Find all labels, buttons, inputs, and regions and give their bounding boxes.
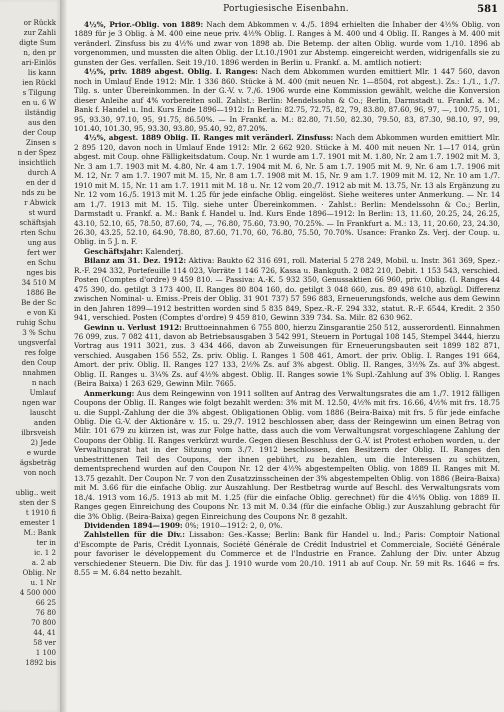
left-page-line: 1 100 <box>35 648 56 657</box>
paragraph-text: Aus dem Reingewinn von 1911 sollten auf Antrag des Verwaltungsrates die am 1./7. 1912 fälligen Coupons der Oblig. II. Ranges wie folgt bezahlt werden: 3% mit M. 12.50, 4½% mit frs. 16.66, 4½% mit frs. 18.75 u. die Suppl.-Zahlung der die 3% abgest. Obligationen Oblig. vom 1886 (Beira-Baixa) mit frs. 5 für jede einfache Oblig. Die G.-V. der Aktionäre v. 15. u. 29./7. 1912 beschlossen aber, dass der Reingewinn um einen Betrag von Milr. 101 679 zu kürzen ist, was zur Folge hatte, dass auch die vom Verwaltungsrat vorgeschlagene Zahlung der Coupons der Oblig. II. Ranges verkürzt wurde. Gegen diesen Beschluss der G.-V. ist Protest erhoben worden, u. der Verwaltungsrat hat in der Sitzung vom 3./7. 1912 beschlossen, den Besitzern der Oblig. II. Ranges den unbestrittenen Teil des Coupons, der ihnen gebührt, zu bezahlen, um die Interessen zu schützen, dementsprechend wurden auf den Coupon Nr. 12 der 4½% abgestempelten Oblig. von 1889 II. Ranges mit M. 13.75 gezahlt. Der Coupon Nr. 7 von den Zusatzzinsscheinen der 3% abgestempelten Oblig. von 1886 (Beira-Baixa) mit M. 3.66 für die einfache Oblig. zur Auszahlung. Der Restbetrag wurde auf Beschl. des Verwaltungsrats vom 18./4. 1913 vom 16./5. 1913 ab mit M. 1.25 (für die einfache Oblig. gerechnet) für die 4½% Oblig. von 1889 II. Ranges gegen Einreichung des Coupons Nr. 13 mit M. 0.34 (für die einfache Oblig.) zur Auszahlung gebracht für die 3% Oblig. (Beira-Baixa) gegen Einreichung des Coupons Nr. 8 gezahlt. <box>74 388 500 521</box>
left-page-line: schäftsjah <box>19 218 56 227</box>
left-page-line: e wurde <box>26 448 56 457</box>
left-page-line: t 1910 fi <box>25 508 56 517</box>
left-page-line: en Schu <box>27 258 56 267</box>
paragraph-lead: Zahlstellen für die Div.: <box>84 530 185 540</box>
left-page-line: ägsbeträg <box>19 458 56 467</box>
left-page-line: ublig.. weit <box>15 488 56 497</box>
left-page-line: 1886 Be <box>26 288 56 297</box>
left-page-line: 3 % Schu <box>22 328 56 337</box>
left-page-line: ari-Einlös <box>21 58 56 67</box>
left-page-line: zur Zahli <box>23 28 56 37</box>
left-page-line: nnahmen <box>22 368 56 377</box>
left-page-line: sten der S <box>19 498 56 507</box>
left-page-line: en u. 6 W <box>21 98 56 107</box>
left-page-line: aus den <box>27 118 56 127</box>
paragraph-text: Aktiva: Baukto 62 316 691, roll. Material 5 278 249, Mobil. u. Instr. 361 369, Spez.-R.-F. 294 332, Portefeuille 114 023, Vorräte 1 146 726, Kassa u. Bankguth. 2 082 210, Debit. 1 153 543, verschied. Posten (Comptes d'ordre) 9 459 810. — Passiva: A.-K. 5 932 350, Genussaktien 66 960, priv. Oblig. (I. Ranges 44 475 390, do. getilgt 3 173 400, II. Ranges 80 804 160, do. getilgt 3 048 660, zus. 89 498 610, abzügl. Differenz zwischen Nominal- u. Emiss.-Preis der Oblig. 31 901 737) 57 596 883, Erneuerungsfonds, welche aus dem Gewinn in den Jahren 1899—1912 bestritten worden sind 5 835 849, Spez.-R.-F. 294 332, statut. R.-F. 6544, Kredit. 2 350 941, verschied. Posten (Comptes d'ordre) 9 459 810, Gewinn 339 734. Sa. Milr. 82 630 962. <box>74 256 500 323</box>
paragraph-text: Bruttoeinnahmen 6 755 800, hierzu Zinsgarantie 250 512, ausserordentl. Einnahmen 76 099, zus. 7 082 411, davon ab Betriebsausgaben 3 542 991, Steuern in Portugal 108 145, Stempel 3444, hierzu Vortrag aus 1911 3021, zus. 3 434 466, davon ab Zuweisungen für Erneuerungsbauten seit 1899 182 871, verschied. Ausgaben 156 552, Zs. priv. Oblig. I. Ranges 1 508 461, Amort. der priv. Oblig. I. Ranges 191 664, Amort. der priv. Oblig. II. Ranges 127 133, 2½% Zs. auf 3% abgest. Oblig. II. Ranges, 3½% Zs. auf 3% abgest. Oblig. II. Ranges u. 3¼% Zs. auf 4½% abgest. Oblig. II. Ranges sowie 1% Supl.-Zahlung auf 3% Oblig. I. Ranges (Beira Baixa) 1 263 629, Gewinn Milr. 7665. <box>74 322 501 389</box>
left-page-line: der Coup <box>22 128 56 137</box>
left-page-line: 44, 41 <box>33 628 56 637</box>
left-page-line: fert wer <box>27 248 56 257</box>
left-page-line: ter in <box>36 538 56 547</box>
left-page-line: ngen war <box>22 398 56 407</box>
left-page-line: 66 25 <box>35 598 56 607</box>
left-page-line: 2) Jede <box>30 438 56 447</box>
left-page-line: 58 ver <box>33 638 56 647</box>
paragraph-text: Lissabon: Ges.-Kasse; Berlin: Bank für Handel u. Ind.; Paris: Comptoir National d'Escompte de Paris, Crédit Lyonnais, Société Générale de Crédit Industriel et Commerciale, Société Générale pour favoriser le développement du Commerce et de l'Industrie en France. Zahlung der Div. unter Abzug verschiedener Steuern. Die Div. für das J. 1910 wurde vom 20./10. 1911 ab auf Coup. Nr. 59 mit Rs. 1646 = frs. 8.55 = M. 6.84 netto bezahlt. <box>74 530 500 578</box>
paragraph <box>74 133 500 246</box>
paragraph <box>74 67 500 133</box>
paragraph-lead: 4½%, Prior.-Oblig. von 1889: <box>84 20 204 29</box>
paragraph-text: Nach dem Abkommen v. 4./5. 1894 erhielten die Inhaber der 4½% Oblig. von 1889 für je 3 Oblig. à M. 400 eine neue priv. 4½% Oblig. I. Ranges à M. 400 und 4 Oblig. II. Ranges à M. 400 mit veränderl. Zinsfuss bis zu 4½% und zwar von 1898 ab. Die Betemp. der alten Oblig. wurde vom 1./10. 1896 ab vorgenommen, und mussten die alten Oblig. der Lt.10./1901 zur Abstemp. eingereicht werden, widrigenfalls sie zu gunsten der Ges. verfallen. Seit 19./10. 1896 werden in Berlin u. Frankf. a. M. amtlich notiert: <box>74 20 500 67</box>
paragraph-lead: Gewinn u. Verlust 1912: <box>84 322 182 332</box>
left-page-line: M.: Bank <box>23 528 56 537</box>
left-page-line: a. 2 ab <box>31 558 56 567</box>
left-page-line: ruhig Schu <box>16 318 56 327</box>
page-number: 581 <box>477 4 498 15</box>
paragraph-text: 0%; 1910—1912: 2, 0, 0%. <box>182 521 283 531</box>
paragraph-lead: Bilanz am 31. Dez. 1912: <box>84 256 187 266</box>
paragraph-text: Nach dem Abkommen wurden emittiert Mlr. 2 895 120, davon noch in Umlauf Ende 1912: Mlr. 2 662 920. Stücke à M. 400 mit neuen Nr. 1—17 014, grün abgest. mit Coup. ohne Fälligkeitsdatum. Coup. Nr. 1 wurde am 1.7. 1901 mit M. 1.80, Nr. 2 am 1.7. 1902 mit M. 3, Nr. 3 am 1.7. 1903 mit M. 4.80, Nr. 4 am 1.7. 1904 mit M. 6, Nr. 5 am 1.7. 1905 mit M. 9, Nr. 6 am 1.7. 1906 mit M. 12, Nr. 7 am 1.7. 1907 mit M. 15, Nr. 8 am 1.7. 1908 mit M. 15, Nr. 9 am 1.7. 1909 mit M. 12, Nr. 10 am 1./7. 1910 mit M. 15, Nr. 11 am 1.7. 1911 mit M. 18 u. Nr. 12 vom 20./7. 1912 ab mit M. 13.75, Nr. 13 als Ergänzung zu Nr. 12 vom 16./5. 1913 mit M. 1.25 für jede einfache Oblig. eingelöst. Siehe weiteres unter Anmerkung. — Nr. 14 am 1./7. 1913 mit M. 15. Tilg. siehe unter Übereinkommen. · Zahlst.: Berlin: Mendelssohn & Co.; Berlin, Darmstadt u. Frankf. a. M.: Bank f. Handel u. Ind. Kurs Ende 1896—1912: In Berlin: 13, 11.60, 20.25, 24, 26.25, 43.10, 52.10, 65, 78.50, 87.60, 74, —, 76.80, 75.60, 73.90, 70.25%. — In Frankfurt a. M.: 13, 11, 20.60, 23, 24.30, 26.30, 43.25, 52.10, 64.90, 78.80, 87.60, 71.70, 60, 76.80, 75.50, 70.70%. Usance: Franko Zs. Verj. der Coup. u. Oblig. in 5 J. n. F. <box>74 133 500 247</box>
paragraph <box>74 389 500 521</box>
left-page-line: n, den pr <box>23 48 56 57</box>
left-page-line: n nach <box>31 378 56 387</box>
paragraph-text: Kalenderj. <box>142 246 184 256</box>
left-page-line: emester 1 <box>20 518 56 527</box>
paragraph-lead: Geschäftsjahr: <box>84 246 143 256</box>
left-page-line: ilständig <box>24 108 56 117</box>
left-page-line: anden <box>33 418 56 427</box>
book-gutter <box>60 0 68 712</box>
left-page-line: s Tilgung <box>22 88 56 97</box>
paragraph-lead: Dividenden 1894—1909: <box>84 521 183 531</box>
left-page-line: u. 1 Nr <box>30 578 56 587</box>
paragraph-text: Nach dem Abkommen wurden emittiert Mlr. 1 447 560, davon noch in Umlauf Ende 1912: Mlr. 1 336 860. Stücke à M. 400 (mit neuen Nr. 1—8504, rot abgest.). Zs.: 1./1., 1./7. Tilg. s. unter Übereinkommen. In der G.-V. v. 7./6. 1906 wurde eine Kommission gewählt, welche die Konversion dieser Anleihe auf 4% vorbereiten soll. Zahlst.: Berlin: Mendelssohn & Co.; Berlin, Darmstadt u. Frankf. a. M.: Bank f. Handel u. Ind. Kurs Ende 1896—1912: In Berlin: 82.75, 72.75, 82, 79, 83.80, 87.60, 96, 97, —, 100.75, 101, 95, 93.30, 97.10, 95, 91.75, 86.50%. — In Frankf. a. M.: 82.80, 71.50, 82.30, 79.50, 83, 87.30, 98.10, 97, 99, 101.40, 101.30, 95, 93.30, 93.80, 95.40, 92, 87.20%. <box>74 67 500 133</box>
left-page-line: ung aus <box>27 238 56 247</box>
left-page-line: or Rückk <box>23 18 56 27</box>
left-page-line: ilbrsveish <box>21 428 56 437</box>
body-text <box>74 20 500 578</box>
left-page-line: r Abwick <box>24 198 56 207</box>
paragraph-lead: Anmerkung: <box>84 388 135 398</box>
left-page-line: rten Schu <box>20 228 56 237</box>
left-page-line: Zinsen s <box>25 138 56 147</box>
running-title: Portugiesische Eisenbahn. <box>223 4 349 14</box>
left-page-line: n der Spez <box>17 148 56 157</box>
paragraph-lead: 4½%, priv. 1889 abgest. Oblig. I. Ranges: <box>84 67 258 77</box>
left-page-line: digte Sum <box>19 38 56 47</box>
left-page-line: 76 80 <box>35 608 56 617</box>
left-page-line: Umlauf <box>29 388 56 397</box>
paragraph <box>74 521 500 530</box>
left-page-line: Be der Sc <box>21 298 56 307</box>
right-page <box>68 0 504 712</box>
left-page-line: durch A <box>27 168 56 177</box>
left-page-line: lauscht <box>29 408 56 417</box>
left-page-line: 34 510 M <box>21 278 56 287</box>
left-page-line: von noch <box>23 468 56 477</box>
left-page-line: ungsverfal <box>17 338 56 347</box>
page-header <box>68 4 504 18</box>
paragraph <box>74 530 500 577</box>
left-page-line: res folge <box>24 348 56 357</box>
left-page-line: insichtlich <box>18 158 56 167</box>
left-page-line: st wurd <box>28 208 56 217</box>
left-page-line: 1892 bis <box>25 658 56 667</box>
left-page-line: Oblig. Nr <box>22 568 56 577</box>
left-page-line: ic. 1 2 <box>33 548 56 557</box>
left-page-line: ien Rückl <box>22 78 56 87</box>
paragraph <box>74 20 500 67</box>
left-page-line: e von Ki <box>26 308 56 317</box>
left-page-line: nds zu be <box>21 188 56 197</box>
left-page-line: den Coup <box>21 358 56 367</box>
left-page-line: 4 500 000 <box>19 588 56 597</box>
left-page-line: nges bis <box>26 268 56 277</box>
paragraph <box>74 256 500 322</box>
left-page-fragment <box>0 0 60 712</box>
left-page-line: lis kann <box>27 68 56 77</box>
left-page-line: 70 800 <box>31 618 56 627</box>
paragraph-lead: 4½%, abgest. 1889 Oblig. II. Ranges mit veränderl. Zinsfuss: <box>84 133 334 143</box>
paragraph <box>74 323 500 389</box>
left-page-line: en der d <box>26 178 56 187</box>
paragraph <box>74 247 500 256</box>
